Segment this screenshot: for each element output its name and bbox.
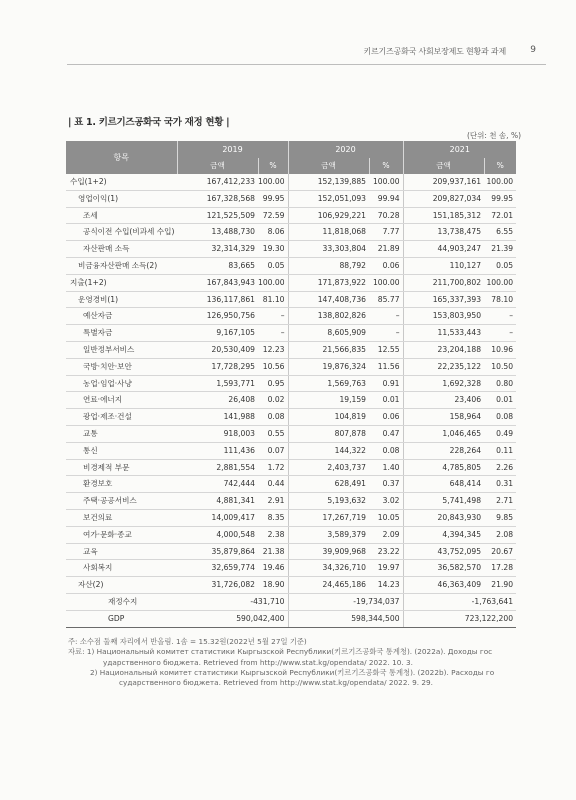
year-header-2020: 2020: [288, 141, 403, 158]
item-column-header: 항목: [66, 141, 177, 174]
running-title: 키르기즈공화국 사회보장제도 현황과 과제: [363, 47, 506, 56]
percent-cell: 0.08: [484, 409, 516, 426]
percent-cell: 19.97: [369, 560, 403, 577]
table-row: [66, 375, 516, 392]
amount-header: 금액: [403, 158, 484, 174]
amount-cell: 23,406: [403, 392, 484, 409]
table-row: [66, 174, 516, 190]
row-label: 환경보호: [66, 476, 177, 493]
header-divider: [67, 64, 546, 65]
row-label: 공식이전 수입(비과세 수입): [66, 224, 177, 241]
table-row: [66, 425, 516, 442]
row-label: 여가·문화·종교: [66, 526, 177, 543]
percent-cell: 10.56: [258, 358, 288, 375]
merged-value-cell: 590,042,400: [177, 610, 288, 627]
percent-cell: 19.46: [258, 560, 288, 577]
table-row: [66, 224, 516, 241]
amount-cell: 167,412,233: [177, 174, 258, 190]
amount-cell: 20,530,409: [177, 341, 258, 358]
amount-cell: 918,003: [177, 425, 258, 442]
table-row: [66, 560, 516, 577]
percent-cell: 2.08: [484, 526, 516, 543]
table-row: [66, 257, 516, 274]
fiscal-balance-row: [66, 593, 516, 610]
table-row: [66, 493, 516, 510]
row-label: 통신: [66, 442, 177, 459]
row-label: 국방·치안·보안: [66, 358, 177, 375]
amount-cell: 158,964: [403, 409, 484, 426]
amount-cell: 14,009,417: [177, 509, 258, 526]
notes-section: [68, 637, 538, 688]
amount-cell: 88,792: [288, 257, 369, 274]
percent-cell: 99.94: [369, 190, 403, 207]
percent-cell: 0.08: [258, 409, 288, 426]
table-row: [66, 207, 516, 224]
amount-cell: 23,204,188: [403, 341, 484, 358]
amount-header: 금액: [288, 158, 369, 174]
amount-cell: 17,267,719: [288, 509, 369, 526]
table-row: [66, 409, 516, 426]
amount-cell: 11,533,443: [403, 325, 484, 342]
amount-cell: 4,394,345: [403, 526, 484, 543]
amount-cell: 33,303,804: [288, 241, 369, 258]
source-2-continued: сударственного бюджета. Retrieved from http://www.stat.kg/opendata/ 2022. 9. 29.: [119, 678, 433, 688]
percent-cell: 9.85: [484, 509, 516, 526]
row-label: 영업이익(1): [66, 190, 177, 207]
row-label: 자산판매 소득: [66, 241, 177, 258]
table-row: [66, 392, 516, 409]
amount-cell: 152,051,093: [288, 190, 369, 207]
amount-cell: 31,726,082: [177, 577, 258, 594]
percent-cell: 0.55: [258, 425, 288, 442]
amount-cell: 43,752,095: [403, 543, 484, 560]
table-row: [66, 325, 516, 342]
amount-cell: 32,659,774: [177, 560, 258, 577]
percent-cell: 0.01: [369, 392, 403, 409]
amount-cell: 32,314,329: [177, 241, 258, 258]
amount-cell: 46,363,409: [403, 577, 484, 594]
percent-cell: 0.31: [484, 476, 516, 493]
percent-cell: 99.95: [484, 190, 516, 207]
percent-cell: 7.77: [369, 224, 403, 241]
amount-cell: 126,950,756: [177, 308, 258, 325]
amount-cell: 144,322: [288, 442, 369, 459]
percent-cell: 0.05: [258, 257, 288, 274]
percent-cell: 85.77: [369, 291, 403, 308]
percent-cell: 21.38: [258, 543, 288, 560]
percent-cell: 0.37: [369, 476, 403, 493]
table-row: [66, 509, 516, 526]
amount-cell: 151,185,312: [403, 207, 484, 224]
percent-cell: –: [484, 308, 516, 325]
row-label: 지출(1+2): [66, 274, 177, 291]
amount-cell: 628,491: [288, 476, 369, 493]
row-label: 자산(2): [66, 577, 177, 594]
amount-cell: 2,881,554: [177, 459, 258, 476]
row-label: 예산자금: [66, 308, 177, 325]
row-label: 재정수지: [66, 593, 177, 610]
percent-cell: 99.95: [258, 190, 288, 207]
amount-cell: 4,000,548: [177, 526, 258, 543]
percent-cell: 12.23: [258, 341, 288, 358]
amount-cell: 4,881,341: [177, 493, 258, 510]
table-row: [66, 459, 516, 476]
percent-cell: 0.05: [484, 257, 516, 274]
percent-cell: 2.09: [369, 526, 403, 543]
year-header-2021: 2021: [403, 141, 516, 158]
percent-cell: 1.40: [369, 459, 403, 476]
row-label: 교육: [66, 543, 177, 560]
amount-cell: 1,569,763: [288, 375, 369, 392]
amount-cell: 104,819: [288, 409, 369, 426]
merged-value-cell: -431,710: [177, 593, 288, 610]
page-number: 9: [530, 45, 536, 55]
merged-value-cell: 598,344,500: [288, 610, 403, 627]
percent-cell: 100.00: [484, 274, 516, 291]
amount-cell: 136,117,861: [177, 291, 258, 308]
merged-value-cell: 723,122,200: [403, 610, 516, 627]
percent-cell: 21.39: [484, 241, 516, 258]
pct-header: %: [258, 158, 288, 174]
amount-cell: 5,741,498: [403, 493, 484, 510]
amount-cell: 21,566,835: [288, 341, 369, 358]
row-label: 일반정부서비스: [66, 341, 177, 358]
amount-cell: 19,159: [288, 392, 369, 409]
amount-cell: 22,235,122: [403, 358, 484, 375]
amount-cell: 35,879,864: [177, 543, 258, 560]
amount-cell: 9,167,105: [177, 325, 258, 342]
table-title: | 표 1. 키르기즈공화국 국가 재정 현황 |: [68, 117, 230, 128]
percent-cell: 10.96: [484, 341, 516, 358]
percent-cell: 72.01: [484, 207, 516, 224]
percent-cell: –: [484, 325, 516, 342]
percent-cell: –: [258, 308, 288, 325]
percent-cell: 0.08: [369, 442, 403, 459]
amount-cell: 742,444: [177, 476, 258, 493]
amount-cell: 211,700,802: [403, 274, 484, 291]
amount-cell: 19,876,324: [288, 358, 369, 375]
source-1: 자료: 1) Национальный комитет статистики Кыргызской Республики(키르기즈공화국 통계청). (2022a). Доходы гос: [68, 647, 493, 657]
percent-cell: 100.00: [258, 174, 288, 190]
percent-cell: 10.50: [484, 358, 516, 375]
percent-cell: 100.00: [484, 174, 516, 190]
row-label: 비경제적 부문: [66, 459, 177, 476]
percent-cell: 0.06: [369, 409, 403, 426]
fiscal-table: [66, 141, 516, 628]
amount-cell: 26,408: [177, 392, 258, 409]
percent-cell: 0.49: [484, 425, 516, 442]
amount-cell: 13,738,475: [403, 224, 484, 241]
table-row: [66, 358, 516, 375]
percent-cell: 3.02: [369, 493, 403, 510]
percent-cell: 18.90: [258, 577, 288, 594]
amount-cell: 171,873,922: [288, 274, 369, 291]
amount-cell: 165,337,393: [403, 291, 484, 308]
percent-cell: –: [369, 308, 403, 325]
percent-cell: 0.01: [484, 392, 516, 409]
row-label: 비금융자산판매 소득(2): [66, 257, 177, 274]
amount-cell: 24,465,186: [288, 577, 369, 594]
merged-value-cell: -1,763,641: [403, 593, 516, 610]
percent-cell: 23.22: [369, 543, 403, 560]
percent-cell: 0.47: [369, 425, 403, 442]
row-label: 운영경비(1): [66, 291, 177, 308]
percent-cell: 21.90: [484, 577, 516, 594]
percent-cell: 6.55: [484, 224, 516, 241]
source-2: 2) Национальный комитет статистики Кыргызской Республики(키르기즈공화국 통계청). (2022b). Расходы го: [90, 667, 495, 677]
percent-cell: –: [258, 325, 288, 342]
row-label: 특별자금: [66, 325, 177, 342]
percent-cell: 2.38: [258, 526, 288, 543]
amount-header: 금액: [177, 158, 258, 174]
table-row: [66, 241, 516, 258]
amount-cell: 209,937,161: [403, 174, 484, 190]
note-text: 주: 소수점 둘째 자리에서 반올림. 1솜 = 15.32원(2022년 5월 27일 기준): [68, 637, 307, 646]
table-row: [66, 274, 516, 291]
percent-cell: 8.06: [258, 224, 288, 241]
amount-cell: 147,408,736: [288, 291, 369, 308]
amount-cell: 121,525,509: [177, 207, 258, 224]
amount-cell: 110,127: [403, 257, 484, 274]
table-row: [66, 543, 516, 560]
percent-cell: 0.07: [258, 442, 288, 459]
amount-cell: 1,692,328: [403, 375, 484, 392]
amount-cell: 111,436: [177, 442, 258, 459]
row-label: 수입(1+2): [66, 174, 177, 190]
amount-cell: 1,593,771: [177, 375, 258, 392]
percent-cell: 14.23: [369, 577, 403, 594]
amount-cell: 20,843,930: [403, 509, 484, 526]
percent-cell: 12.55: [369, 341, 403, 358]
amount-cell: 13,488,730: [177, 224, 258, 241]
amount-cell: 106,929,221: [288, 207, 369, 224]
amount-cell: 167,328,568: [177, 190, 258, 207]
amount-cell: 807,878: [288, 425, 369, 442]
amount-cell: 8,605,909: [288, 325, 369, 342]
percent-cell: 81.10: [258, 291, 288, 308]
row-label: 보건의료: [66, 509, 177, 526]
row-label: 연료·에너지: [66, 392, 177, 409]
percent-cell: 1.72: [258, 459, 288, 476]
table-row: [66, 476, 516, 493]
percent-cell: 100.00: [369, 274, 403, 291]
percent-cell: 10.05: [369, 509, 403, 526]
amount-cell: 153,803,950: [403, 308, 484, 325]
percent-cell: 2.91: [258, 493, 288, 510]
percent-cell: 78.10: [484, 291, 516, 308]
percent-cell: 21.89: [369, 241, 403, 258]
row-label: 광업·제조·건설: [66, 409, 177, 426]
amount-cell: 17,728,295: [177, 358, 258, 375]
amount-cell: 5,193,632: [288, 493, 369, 510]
table-row: [66, 190, 516, 207]
amount-cell: 36,582,570: [403, 560, 484, 577]
amount-cell: 44,903,247: [403, 241, 484, 258]
amount-cell: 228,264: [403, 442, 484, 459]
row-label: 조세: [66, 207, 177, 224]
table-row: [66, 308, 516, 325]
pct-header: %: [369, 158, 403, 174]
percent-cell: 2.71: [484, 493, 516, 510]
merged-value-cell: -19,734,037: [288, 593, 403, 610]
percent-cell: 2.26: [484, 459, 516, 476]
row-label: 주택·공공서비스: [66, 493, 177, 510]
percent-cell: 19.30: [258, 241, 288, 258]
percent-cell: 100.00: [369, 174, 403, 190]
row-label: 농업·임업·사냥: [66, 375, 177, 392]
percent-cell: –: [369, 325, 403, 342]
amount-cell: 4,785,805: [403, 459, 484, 476]
amount-cell: 11,818,068: [288, 224, 369, 241]
table-row: [66, 526, 516, 543]
percent-cell: 0.95: [258, 375, 288, 392]
amount-cell: 3,589,379: [288, 526, 369, 543]
row-label: 사회복지: [66, 560, 177, 577]
percent-cell: 20.67: [484, 543, 516, 560]
amount-cell: 34,326,710: [288, 560, 369, 577]
percent-cell: 0.91: [369, 375, 403, 392]
gdp-row: [66, 610, 516, 627]
percent-cell: 70.28: [369, 207, 403, 224]
pct-header: %: [484, 158, 516, 174]
percent-cell: 0.44: [258, 476, 288, 493]
table-row: [66, 442, 516, 459]
amount-cell: 2,403,737: [288, 459, 369, 476]
row-label: 교통: [66, 425, 177, 442]
source-1-continued: ударственного бюджета. Retrieved from http://www.stat.kg/opendata/ 2022. 10. 3.: [103, 657, 413, 667]
table-row: [66, 341, 516, 358]
table-row: [66, 291, 516, 308]
table-unit: (단위: 천 솜, %): [466, 131, 521, 140]
row-label: GDP: [66, 610, 177, 627]
percent-cell: 0.80: [484, 375, 516, 392]
amount-cell: 141,988: [177, 409, 258, 426]
amount-cell: 167,843,943: [177, 274, 258, 291]
year-header-2019: 2019: [177, 141, 288, 158]
percent-cell: 11.56: [369, 358, 403, 375]
amount-cell: 138,802,826: [288, 308, 369, 325]
percent-cell: 17.28: [484, 560, 516, 577]
amount-cell: 648,414: [403, 476, 484, 493]
percent-cell: 100.00: [258, 274, 288, 291]
percent-cell: 8.35: [258, 509, 288, 526]
amount-cell: 209,827,034: [403, 190, 484, 207]
percent-cell: 0.11: [484, 442, 516, 459]
amount-cell: 152,139,885: [288, 174, 369, 190]
percent-cell: 0.02: [258, 392, 288, 409]
amount-cell: 83,665: [177, 257, 258, 274]
amount-cell: 1,046,465: [403, 425, 484, 442]
table-row: [66, 577, 516, 594]
percent-cell: 0.06: [369, 257, 403, 274]
amount-cell: 39,909,968: [288, 543, 369, 560]
percent-cell: 72.59: [258, 207, 288, 224]
